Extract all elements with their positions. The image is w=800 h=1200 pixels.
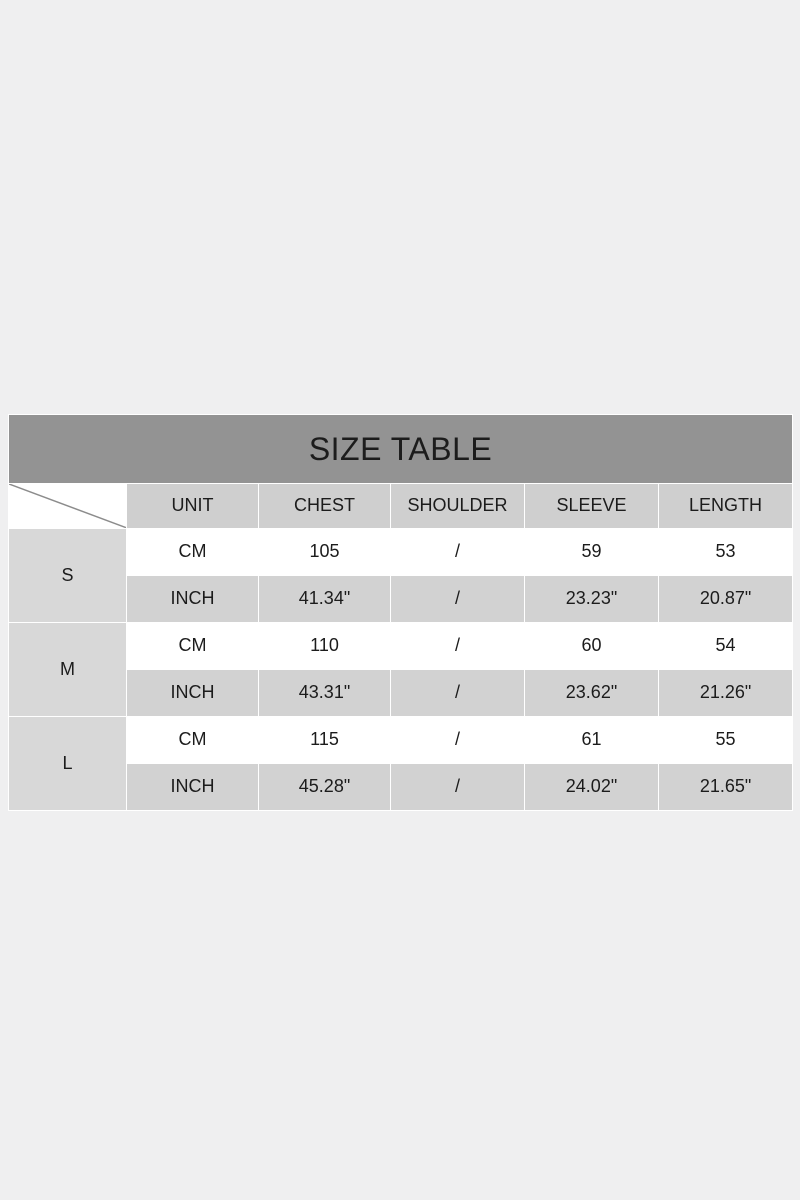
table-row	[9, 763, 793, 810]
page-title: SIZE TABLE	[9, 415, 793, 484]
cell-length: 55	[659, 716, 793, 763]
table-title-row	[9, 415, 793, 484]
size-table	[8, 414, 793, 811]
cell-length: 20.87"	[659, 575, 793, 622]
column-header-chest: CHEST	[259, 484, 391, 529]
cell-shoulder: /	[391, 575, 525, 622]
column-header-unit: UNIT	[127, 484, 259, 529]
column-header-shoulder: SHOULDER	[391, 484, 525, 529]
cell-unit: INCH	[127, 669, 259, 716]
cell-length: 21.65"	[659, 763, 793, 810]
cell-length: 21.26"	[659, 669, 793, 716]
cell-shoulder: /	[391, 622, 525, 669]
cell-length: 53	[659, 528, 793, 575]
diagonal-line-icon	[9, 484, 126, 528]
cell-unit: CM	[127, 622, 259, 669]
cell-shoulder: /	[391, 763, 525, 810]
cell-chest: 115	[259, 716, 391, 763]
cell-shoulder: /	[391, 669, 525, 716]
cell-unit: INCH	[127, 763, 259, 810]
cell-chest: 41.34"	[259, 575, 391, 622]
table-row	[9, 528, 793, 575]
size-table-container	[8, 414, 792, 811]
table-row	[9, 622, 793, 669]
table-row	[9, 716, 793, 763]
cell-shoulder: /	[391, 528, 525, 575]
cell-chest: 43.31"	[259, 669, 391, 716]
cell-chest: 45.28"	[259, 763, 391, 810]
table-header-row	[9, 484, 793, 529]
cell-sleeve: 60	[525, 622, 659, 669]
size-label-s: S	[9, 528, 127, 622]
cell-unit: CM	[127, 716, 259, 763]
column-header-length: LENGTH	[659, 484, 793, 529]
cell-length: 54	[659, 622, 793, 669]
cell-sleeve: 61	[525, 716, 659, 763]
cell-sleeve: 24.02"	[525, 763, 659, 810]
cell-sleeve: 59	[525, 528, 659, 575]
table-row	[9, 669, 793, 716]
cell-sleeve: 23.23"	[525, 575, 659, 622]
cell-unit: CM	[127, 528, 259, 575]
corner-diagonal-cell	[9, 484, 127, 529]
size-label-m: M	[9, 622, 127, 716]
cell-sleeve: 23.62"	[525, 669, 659, 716]
cell-chest: 110	[259, 622, 391, 669]
table-row	[9, 575, 793, 622]
size-label-l: L	[9, 716, 127, 810]
cell-unit: INCH	[127, 575, 259, 622]
cell-shoulder: /	[391, 716, 525, 763]
column-header-sleeve: SLEEVE	[525, 484, 659, 529]
cell-chest: 105	[259, 528, 391, 575]
